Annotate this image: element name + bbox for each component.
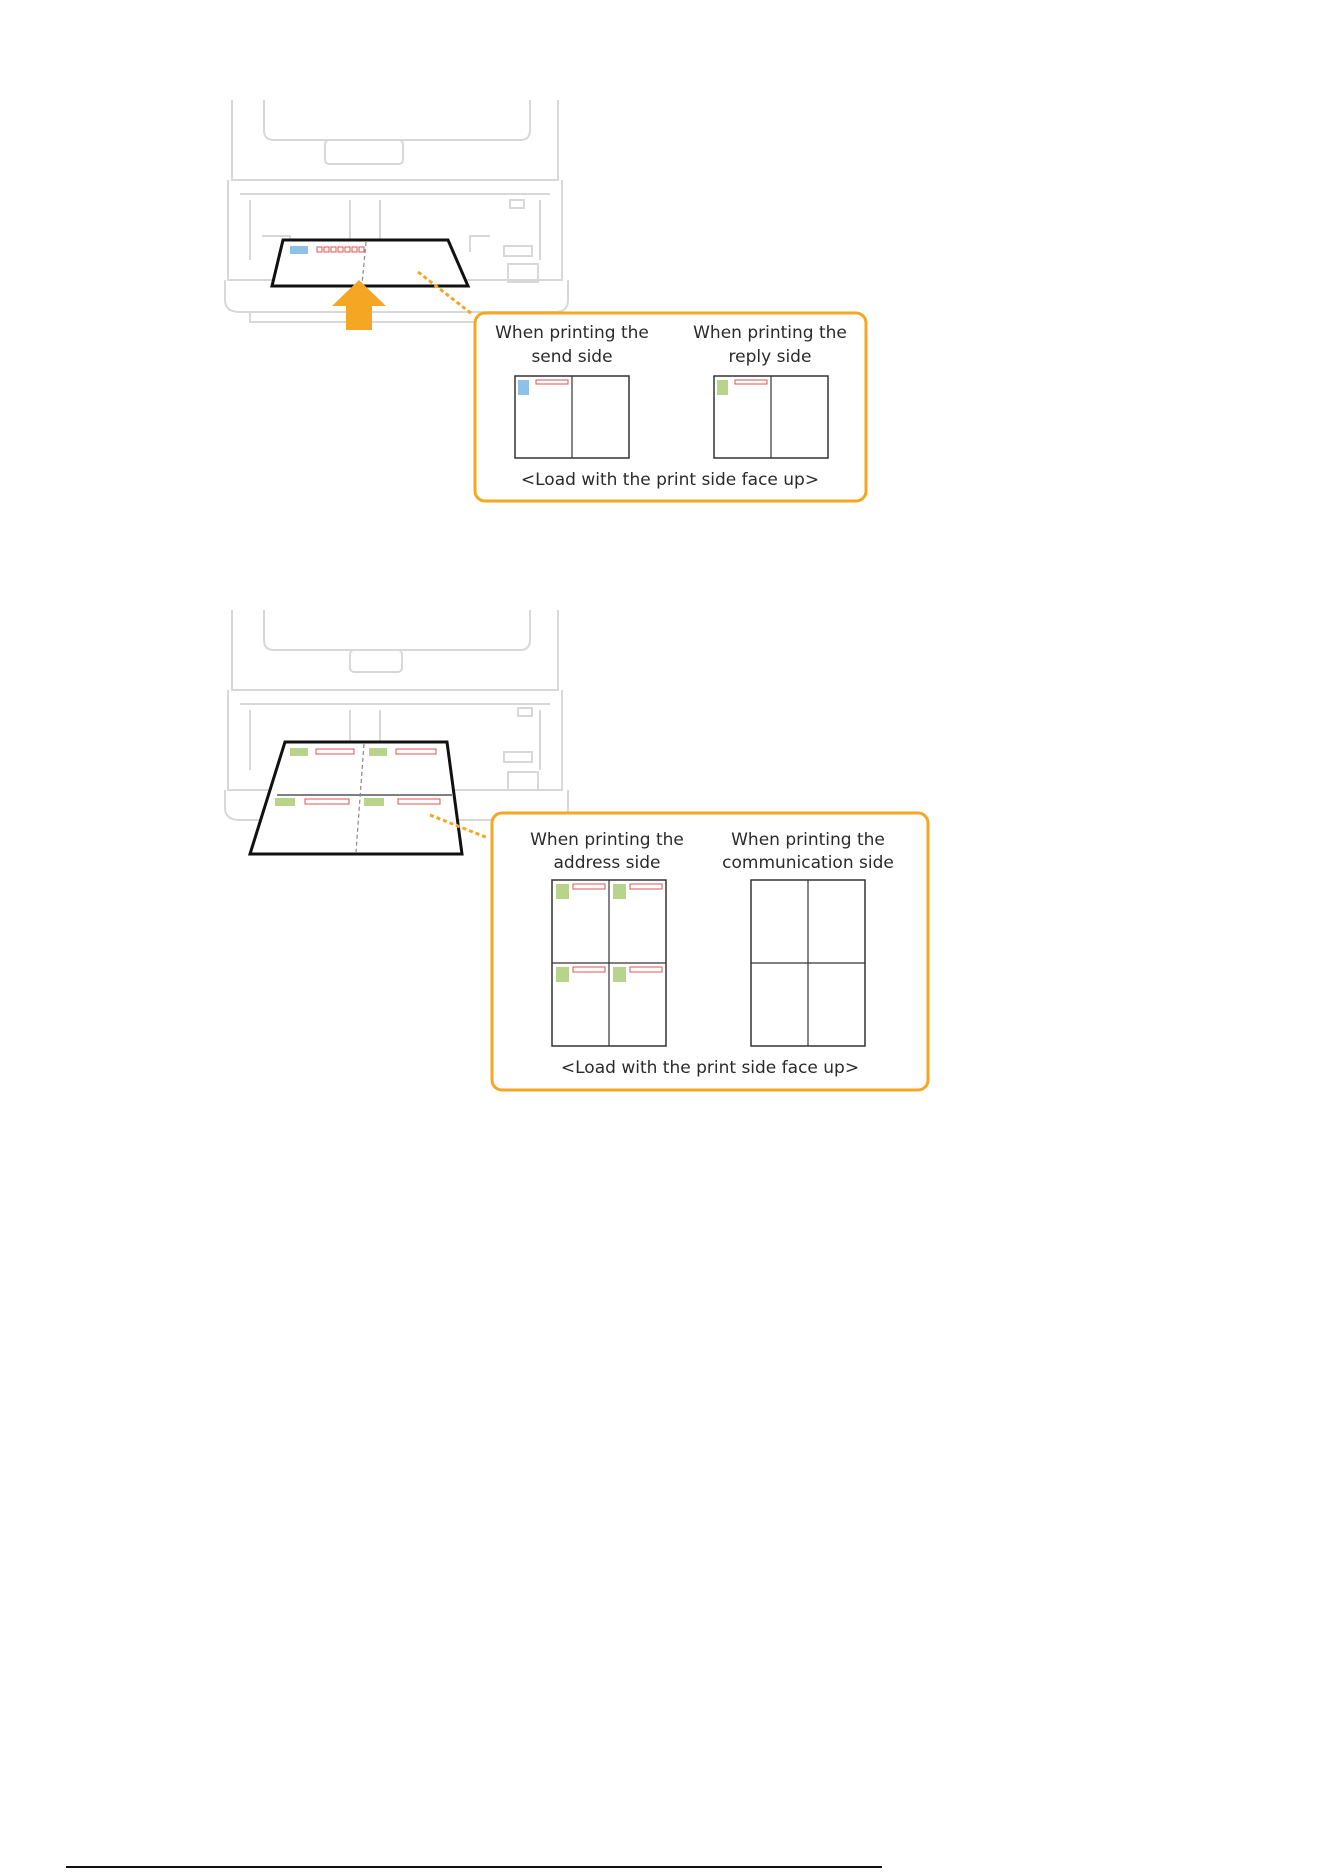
postcard-in-tray-1	[272, 240, 468, 286]
stamp-icon	[556, 967, 569, 982]
postcard-in-tray-2	[250, 742, 462, 854]
card-reply-side	[714, 376, 828, 458]
callout-2-caption: <Load with the print side face up>	[560, 1058, 860, 1078]
figure-1	[225, 100, 866, 501]
callout-1-caption: <Load with the print side face up>	[520, 470, 820, 490]
stamp-icon	[613, 884, 626, 899]
stamp-icon	[613, 967, 626, 982]
callout-1-left-heading-line1: When printing the	[495, 323, 649, 343]
callout-1-left-heading-line2: send side	[531, 347, 613, 367]
card-address-side	[552, 880, 666, 1046]
callout-2-left-heading-line1: When printing the	[530, 830, 684, 850]
card-send-side	[515, 376, 629, 458]
printer-illustration-1	[225, 100, 568, 322]
callout-2-right-heading-line1: When printing the	[731, 830, 885, 850]
stamp-icon	[518, 380, 529, 395]
callout-2-left-heading-line2: address side	[553, 853, 661, 873]
callout-1-right-heading-line1: When printing the	[693, 323, 847, 343]
callout-box-1	[475, 313, 866, 501]
callout-1-right-heading-line2: reply side	[728, 347, 812, 367]
callout-box-2	[492, 813, 928, 1090]
footer-rule	[66, 1866, 882, 1868]
stamp-icon	[556, 884, 569, 899]
callout-2-right-heading-line2: communication side	[722, 853, 894, 873]
card-communication-side	[751, 880, 865, 1046]
figure-2	[225, 610, 928, 1090]
stamp-icon	[717, 380, 728, 395]
